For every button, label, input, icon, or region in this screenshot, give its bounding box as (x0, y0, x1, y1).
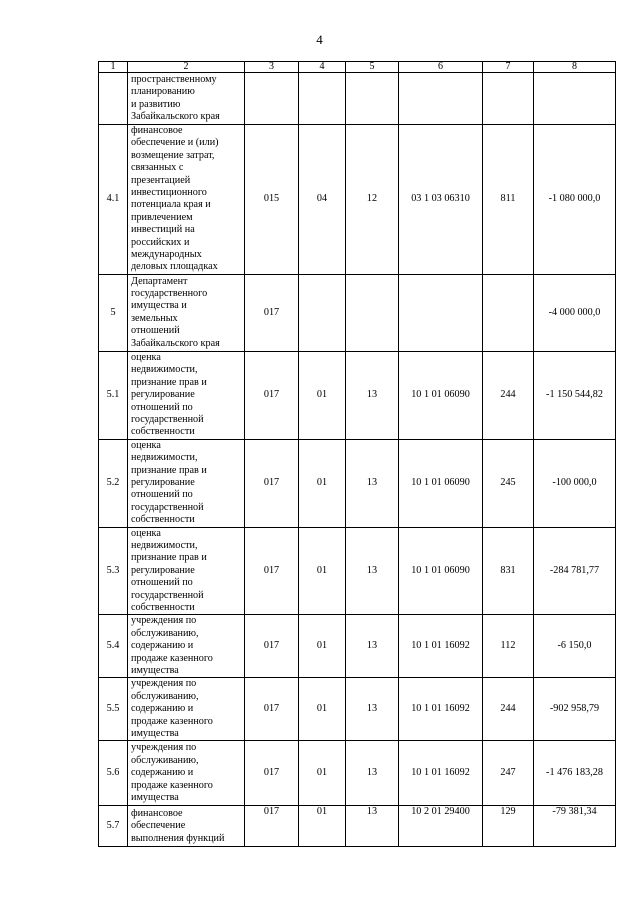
expense-type-code: 831 (483, 527, 534, 615)
amount: -79 381,34 (534, 806, 616, 847)
row-number: 5.1 (99, 351, 128, 439)
header-cell: 6 (399, 62, 483, 73)
header-cell: 1 (99, 62, 128, 73)
table-row (99, 439, 616, 527)
row-name: финансовое обеспечение выполнения функций (128, 806, 245, 847)
row-name: пространственному планированию и развитию Забайкальского края (128, 73, 245, 125)
target-article-code (399, 274, 483, 351)
header-row (99, 62, 616, 73)
table-row (99, 351, 616, 439)
target-article-code: 10 1 01 16092 (399, 741, 483, 806)
admin-code: 017 (245, 615, 299, 678)
subsection-code: 13 (346, 527, 399, 615)
expense-type-code: 244 (483, 351, 534, 439)
admin-code: 017 (245, 439, 299, 527)
header-cell: 7 (483, 62, 534, 73)
target-article-code: 10 1 01 16092 (399, 678, 483, 741)
subsection-code (346, 73, 399, 125)
expense-type-code: 811 (483, 125, 534, 275)
admin-code: 017 (245, 351, 299, 439)
header-cell: 5 (346, 62, 399, 73)
row-number: 5 (99, 274, 128, 351)
admin-code: 017 (245, 806, 299, 847)
row-number (99, 73, 128, 125)
table-row (99, 527, 616, 615)
expense-type-code (483, 73, 534, 125)
section-code: 01 (299, 678, 346, 741)
target-article-code: 10 1 01 06090 (399, 439, 483, 527)
row-number: 5.6 (99, 741, 128, 806)
section-code (299, 73, 346, 125)
admin-code: 015 (245, 125, 299, 275)
row-name: учреждения по обслуживанию, содержанию и продаже казенного имущества (128, 678, 245, 741)
row-number: 5.4 (99, 615, 128, 678)
amount: -284 781,77 (534, 527, 616, 615)
amount: -1 150 544,82 (534, 351, 616, 439)
expense-type-code: 129 (483, 806, 534, 847)
section-code: 01 (299, 741, 346, 806)
header-cell: 2 (128, 62, 245, 73)
expense-type-code: 247 (483, 741, 534, 806)
subsection-code: 13 (346, 741, 399, 806)
admin-code: 017 (245, 741, 299, 806)
row-name: оценка недвижимости, признание прав и регулирование отношений по государственной собственности (128, 439, 245, 527)
table-row (99, 274, 616, 351)
subsection-code: 12 (346, 125, 399, 275)
page-number: 4 (316, 32, 323, 47)
section-code: 01 (299, 806, 346, 847)
row-name: оценка недвижимости, признание прав и регулирование отношений по государственной собственности (128, 351, 245, 439)
row-name: оценка недвижимости, признание прав и регулирование отношений по государственной собственности (128, 527, 245, 615)
target-article-code: 10 1 01 16092 (399, 615, 483, 678)
table-row (99, 741, 616, 806)
amount: -1 476 183,28 (534, 741, 616, 806)
target-article-code (399, 73, 483, 125)
admin-code (245, 73, 299, 125)
subsection-code: 13 (346, 439, 399, 527)
expense-type-code: 112 (483, 615, 534, 678)
section-code: 01 (299, 439, 346, 527)
row-name: учреждения по обслуживанию, содержанию и продаже казенного имущества (128, 741, 245, 806)
table-row (99, 806, 616, 847)
row-name: Департамент государственного имущества и земельных отношений Забайкальского края (128, 274, 245, 351)
subsection-code: 13 (346, 615, 399, 678)
table-row (99, 678, 616, 741)
row-number: 5.7 (99, 806, 128, 847)
budget-table (98, 61, 616, 847)
admin-code: 017 (245, 274, 299, 351)
expense-type-code (483, 274, 534, 351)
section-code: 04 (299, 125, 346, 275)
row-number: 4.1 (99, 125, 128, 275)
row-name: финансовое обеспечение и (или) возмещение затрат, связанных с презентацией инвестиционного потенциала края и привлечением инвестиций на российских и международных деловых площадках (128, 125, 245, 275)
target-article-code: 03 1 03 06310 (399, 125, 483, 275)
subsection-code: 13 (346, 678, 399, 741)
amount: -902 958,79 (534, 678, 616, 741)
amount: -4 000 000,0 (534, 274, 616, 351)
admin-code: 017 (245, 527, 299, 615)
table-row (99, 73, 616, 125)
row-number: 5.3 (99, 527, 128, 615)
expense-type-code: 245 (483, 439, 534, 527)
header-cell: 3 (245, 62, 299, 73)
row-name: учреждения по обслуживанию, содержанию и продаже казенного имущества (128, 615, 245, 678)
amount: -6 150,0 (534, 615, 616, 678)
admin-code: 017 (245, 678, 299, 741)
row-number: 5.5 (99, 678, 128, 741)
expense-type-code: 244 (483, 678, 534, 741)
subsection-code: 13 (346, 351, 399, 439)
table-row (99, 125, 616, 275)
target-article-code: 10 1 01 06090 (399, 351, 483, 439)
header-cell: 4 (299, 62, 346, 73)
amount: -1 080 000,0 (534, 125, 616, 275)
header-cell: 8 (534, 62, 616, 73)
target-article-code: 10 1 01 06090 (399, 527, 483, 615)
subsection-code: 13 (346, 806, 399, 847)
section-code (299, 274, 346, 351)
subsection-code (346, 274, 399, 351)
amount: -100 000,0 (534, 439, 616, 527)
row-number: 5.2 (99, 439, 128, 527)
section-code: 01 (299, 351, 346, 439)
table-row (99, 615, 616, 678)
amount (534, 73, 616, 125)
section-code: 01 (299, 527, 346, 615)
target-article-code: 10 2 01 29400 (399, 806, 483, 847)
section-code: 01 (299, 615, 346, 678)
